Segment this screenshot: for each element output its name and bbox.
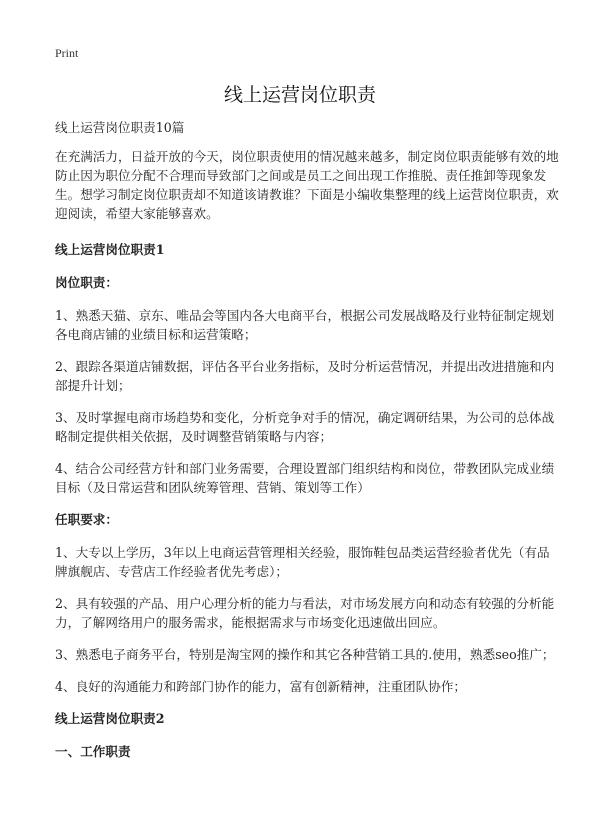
duty-item: 4、结合公司经营方针和部门业务需要，合理设置部门组织结构和岗位，带教团队完成业绩目标（及日常运营和团队统筹管理、营销、策划等工作） — [55, 461, 555, 495]
duty-item: 3、及时掌握电商市场趋势和变化，分析竞争对手的情况，确定调研结果，为公司的总体战略制定提供相关依据，及时调整营销策略与内容； — [55, 410, 555, 444]
document-body — [55, 118, 560, 775]
requirements-heading: 任职要求： — [55, 512, 118, 527]
page-title: 线上运营岗位职责 — [223, 84, 376, 106]
section-heading: 线上运营岗位职责1 — [55, 242, 165, 257]
duty-item: 1、熟悉天猫、京东、唯品会等国内各大电商平台，根据公司发展战略及行业特征制定规划各电商店铺的业绩目标和运营策略； — [55, 308, 555, 342]
print-link[interactable]: Print — [55, 46, 79, 60]
duty-item: 2、跟踪各渠道店铺数据，评估各平台业务指标，及时分析运营情况，并提出改进措施和内部提升计划； — [55, 359, 555, 393]
requirement-item: 4、良好的沟通能力和跨部门协作的能力，富有创新精神，注重团队协作； — [55, 679, 467, 694]
duties-heading: 岗位职责： — [55, 275, 118, 290]
section-heading: 线上运营岗位职责2 — [55, 711, 165, 726]
requirement-item: 1、大专以上学历，3年以上电商运营管理相关经验，服饰鞋包品类运营经验者优先（有品牌旗舰店、专营店工作经验者优先考虑）； — [55, 545, 550, 579]
intro-paragraph: 在充满活力，日益开放的今天，岗位职责使用的情况越来越多，制定岗位职责能够有效的地防止因为职位分配不合理而导致部门之间或是员工之间出现工作推脱、责任推卸等现象发生。想学习制定岗位职责却不知道该请教谁？下面是小编收集整理的线上运营岗位职责，欢迎阅读，希望大家能够喜欢。 — [55, 149, 559, 221]
requirement-item: 3、熟悉电子商务平台，特别是淘宝网的操作和其它各种营销工具的.使用，熟悉seo推广； — [55, 647, 555, 662]
section-subheading: 一、工作职责 — [55, 744, 131, 759]
document-subtitle: 线上运营岗位职责10篇 — [55, 120, 185, 135]
requirement-item: 2、具有较强的产品、用户心理分析的能力与看法，对市场发展方向和动态有较强的分析能力，了解网络用户的服务需求，能根据需求与市场变化迅速做出回应。 — [55, 596, 555, 630]
